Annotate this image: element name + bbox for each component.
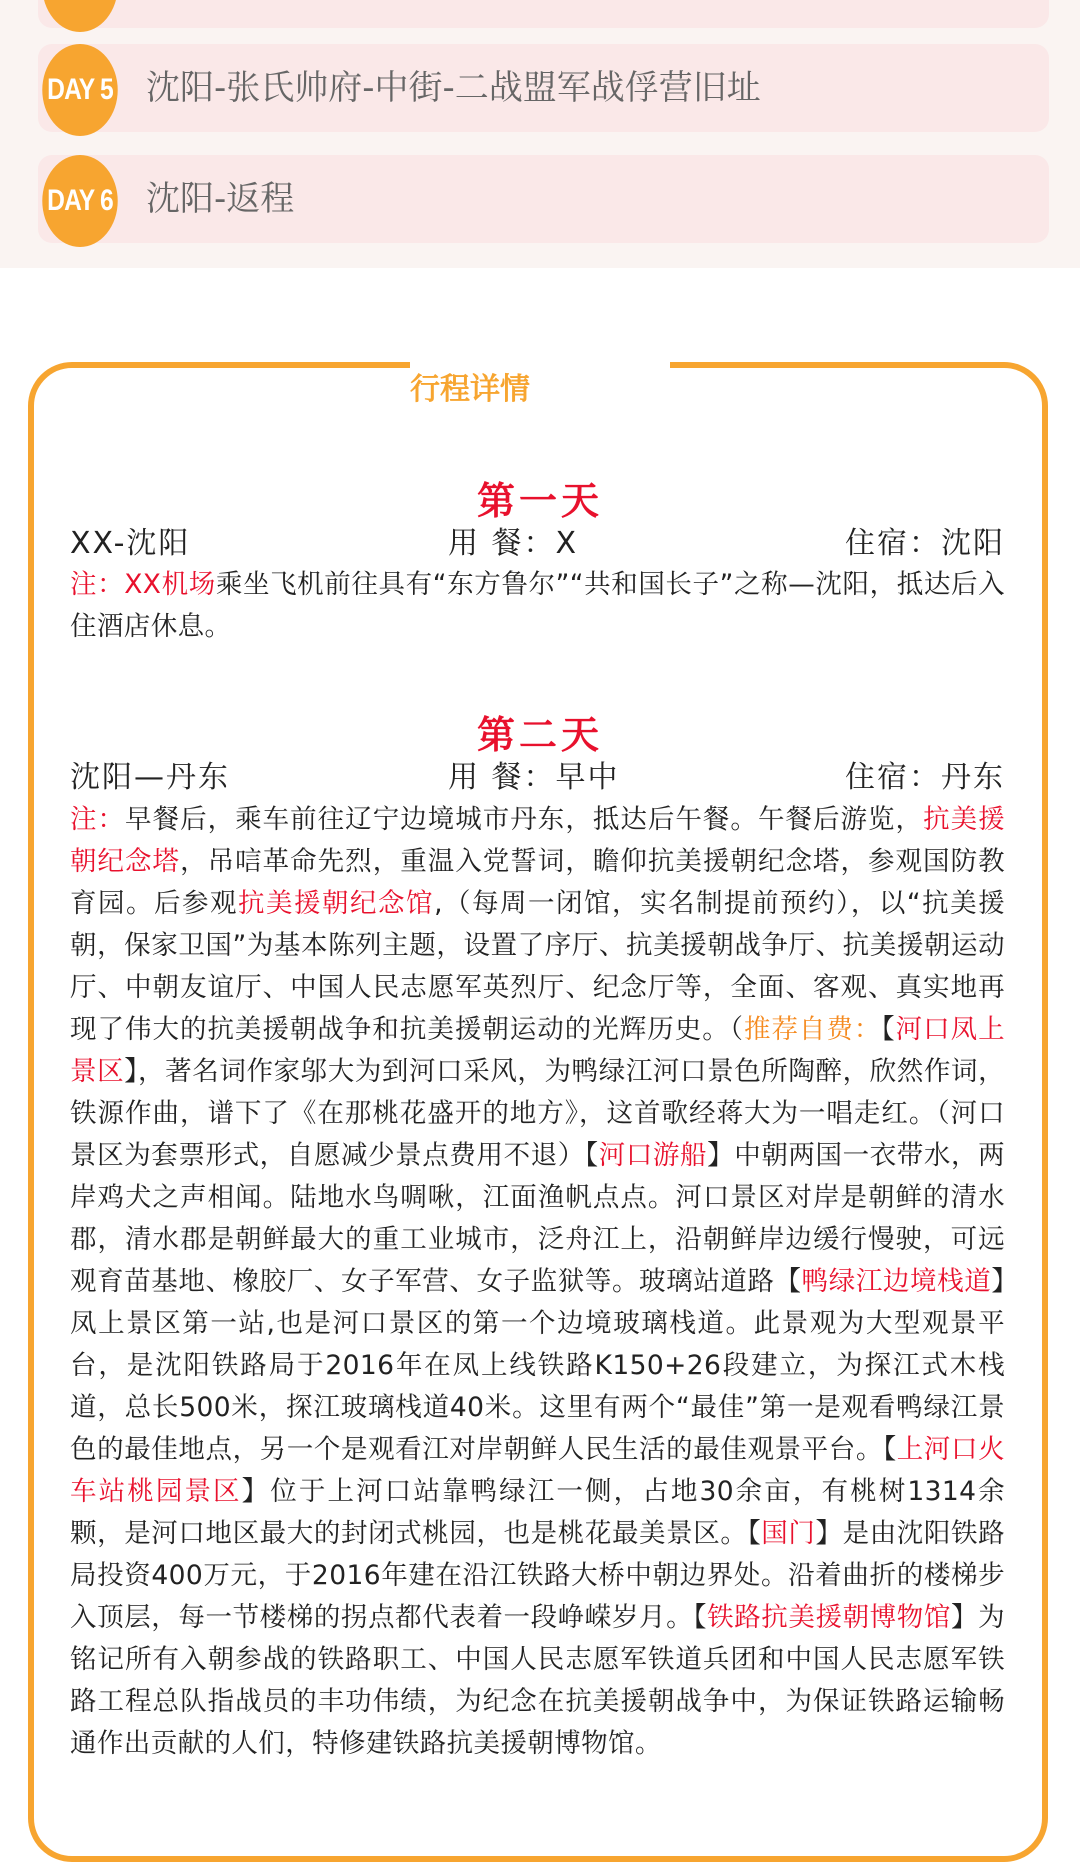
day-2-stay: 住宿：丹东 [845, 760, 1005, 795]
note-label: 注： [70, 569, 125, 600]
day-6-bar [38, 155, 1049, 243]
day-2-meal: 用 餐：早中 [448, 760, 620, 795]
desc-text: 】，著名词作家邬大为到河口采风，为鸭绿江河口景色所陶醉，欣然作词，铁源作曲，谱下了《在那桃花盛开的地方》，这首歌经蒋大为一唱走红。（河口景区为套票形式，自愿减少景点费用不退）【 [70, 1056, 1005, 1171]
highlight-hekou-fengshang: 河口凤上景区 [70, 1014, 1006, 1087]
day-1-description [70, 564, 1005, 648]
day-1-info-row [70, 518, 1005, 562]
highlight-yalu-border-walkway: 鸭绿江边境栈道 [801, 1266, 992, 1297]
note-place: XX机场 [124, 569, 216, 600]
desc-text: 早餐后，乘车前往辽宁边境城市丹东，抵达后午餐。午餐后游览， [125, 804, 924, 835]
desc-text: 】凤上景区第一站,也是河口景区的第一个边境玻璃栈道。此景观为大型观景平台，是沈阳铁路局于2016年在凤上线铁路K150+26段建立，为探江式木栈道，总长500米，探江玻璃栈道40米。这里有两个“最佳”第一是观看鸭绿江景色的最佳地点，另一个是观看江对岸朝鲜人民生活的最佳观景平台。【 [70, 1266, 1005, 1465]
day-1-stay: 住宿：沈阳 [845, 526, 1005, 561]
day-5-bar [38, 44, 1049, 132]
day-2-title: 第二天 [476, 713, 603, 757]
note-label: 注： [70, 804, 126, 835]
desc-text: ，吊唁革命先烈，重温入党誓词，瞻仰抗美援朝纪念塔，参观国防教育园。后参观 [70, 846, 1005, 919]
desc-text: 】为铭记所有入朝参战的铁路职工、中国人民志愿军铁道兵团和中国人民志愿军铁路工程总队指战员的丰功伟绩，为纪念在抗美援朝战争中，为保证铁路运输畅通作出贡献的人们，特修建铁路抗美援朝博物馆。 [70, 1602, 1005, 1759]
highlight-national-gate: 国门 [761, 1518, 816, 1549]
section-heading-text: 行程详情 [410, 372, 530, 407]
desc-text: 】是由沈阳铁路局投资400万元，于2016年建在沿江铁路大桥中朝边界处。沿着曲折的楼梯步入顶层，每一节楼梯的拐点都代表着一段峥嵘岁月。【 [70, 1518, 1005, 1633]
day-badge-partial [42, 0, 117, 32]
day-5-route: 沈阳-张氏帅府-中街-二战盟军战俘营旧址 [146, 68, 761, 108]
day-5-badge: DAY 5 [42, 44, 117, 136]
day-2-route: 沈阳—丹东 [70, 760, 230, 795]
day-6-route: 沈阳-返程 [146, 179, 295, 219]
day-6-badge: DAY 6 [42, 155, 117, 247]
optional-expense-label: 推荐自费： [743, 1014, 882, 1045]
day-1-title: 第一天 [476, 479, 603, 523]
highlight-hekou-cruise: 河口游船 [598, 1140, 708, 1171]
note-text: 乘坐飞机前往具有“东方鲁尔”“共和国长子”之称—沈阳，抵达后入住酒店休息。 [70, 569, 1005, 642]
desc-text: 【 [881, 1014, 896, 1045]
desc-text: 】位于上河口站靠鸭绿江一侧，占地30余亩，有桃树1314余颗，是河口地区最大的封闭式桃园，也是桃花最美景区。【 [70, 1476, 1005, 1549]
day-2-description [70, 799, 1005, 1765]
day-1-meal: 用 餐：X [448, 526, 579, 561]
desc-text: 】中朝两国一衣带水，两岸鸡犬之声相闻。陆地水鸟啁啾，江面渔帆点点。河口景区对岸是朝鲜的清水郡，清水郡是朝鲜最大的重工业城市，泛舟江上，沿朝鲜岸边缓行慢驶，可远观育苗基地、橡胶厂、女子军营、女子监狱等。玻璃站道路【 [70, 1140, 1006, 1297]
highlight-memorial-tower: 抗美援朝纪念塔 [70, 804, 1005, 877]
day-2-info-row [70, 752, 1005, 796]
highlight-memorial-hall: 抗美援朝纪念馆 [238, 888, 435, 919]
highlight-peach-garden: 上河口火车站桃园景区 [70, 1434, 1005, 1507]
highlight-railway-museum: 铁路抗美援朝博物馆 [707, 1602, 951, 1633]
day-1-route: XX-沈阳 [70, 526, 191, 561]
desc-text: ,（每周一闭馆，实名制提前预约），以“抗美援朝，保家卫国”为基本陈列主题，设置了序厅、抗美援朝战争厅、抗美援朝运动厅、中朝友谊厅、中国人民志愿军英烈厅、纪念厅等，全面、客观、真实地再现了伟大的抗美援朝战争和抗美援朝运动的光辉历史。（ [70, 888, 1005, 1045]
day-4-bar-partial [38, 0, 1049, 28]
section-heading-clipped [410, 354, 670, 407]
